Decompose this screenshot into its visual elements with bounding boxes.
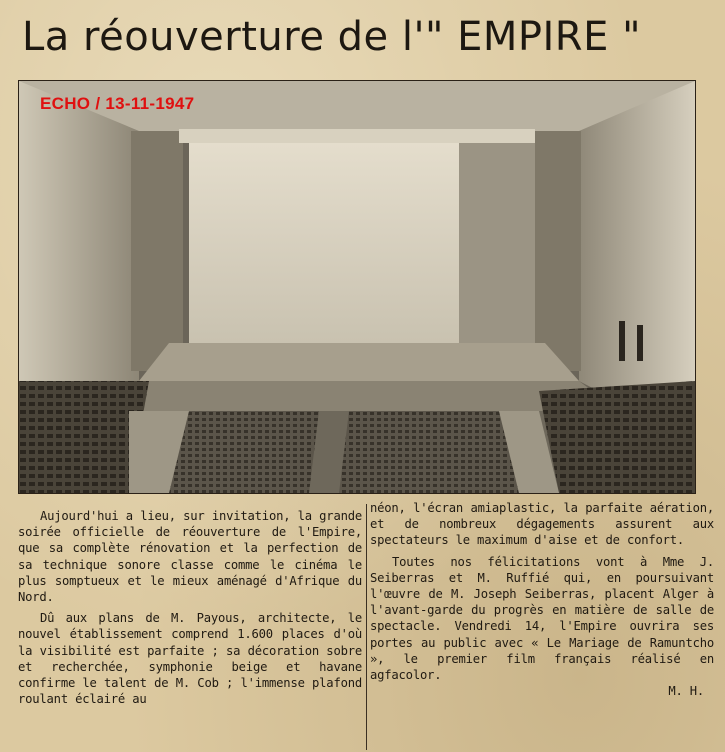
right-column xyxy=(370,500,714,699)
article-body xyxy=(18,500,714,750)
paragraph: Dû aux plans de M. Payous, architecte, le nouvel établissement comprend 1.600 places d'où la visibilité est parfaite ; sa décoration sobre et recherchée, symphonie beige et havane confirme le talent de M. Cob ; l'immense plafond roulant éclairé au xyxy=(18,611,362,707)
column-divider xyxy=(366,504,367,750)
paragraph: Toutes nos félicitations vont à Mme J. Seiberras et M. Ruffié qui, en poursuivant l'œuvre de M. Joseph Seiberras, placent Alger à l'avant-garde du progrès en matière de salle de spectacle. Vendredi 14, l'Empire ouvrira ses portes au public avec « Le Mariage de Ramuntcho », le premier film français réalisé en agfacolor. xyxy=(370,554,714,683)
cinema-interior-photo xyxy=(18,80,696,494)
signature: M. H. xyxy=(668,684,704,699)
paragraph: néon, l'écran amiaplastic, la parfaite aération, et de nombreux dégagements assurent aux spectateurs le maximum d'aise et de confort. xyxy=(370,501,714,548)
left-column xyxy=(18,500,362,707)
paragraph: Aujourd'hui a lieu, sur invitation, la grande soirée officielle de réouverture de l'Empire, que sa complète rénovation et la perfection de sa technique sonore classe comme le cinéma le plus somptueux et le mieux aménagé d'Afrique du Nord. xyxy=(18,509,362,605)
date-stamp: ECHO / 13-11-1947 xyxy=(40,94,195,113)
headline: La réouverture de l'" EMPIRE " xyxy=(22,14,641,60)
